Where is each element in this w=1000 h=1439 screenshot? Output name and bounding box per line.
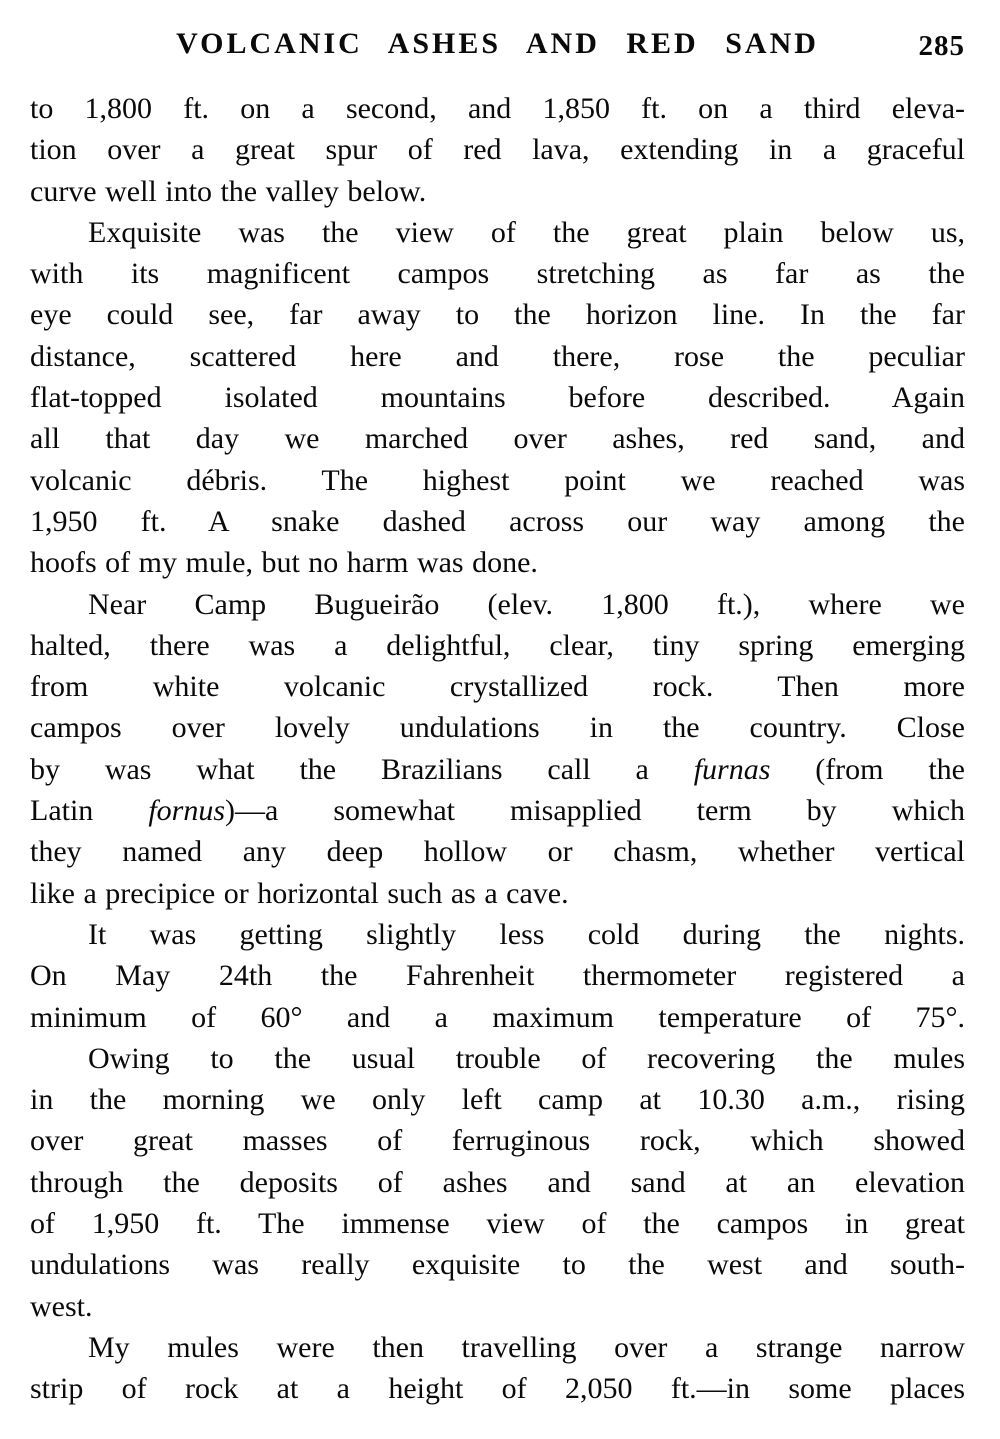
text-line: undulations was really exquisite to the west and south-	[30, 1248, 965, 1282]
text-line: all that day we marched over ashes, red sand, and	[30, 422, 965, 456]
paragraph	[30, 212, 965, 584]
text-line: My mules were then travelling over a strange narrow	[88, 1330, 965, 1364]
page-header	[30, 24, 965, 68]
text-line: west.	[30, 1289, 93, 1323]
text-line: Owing to the usual trouble of recovering the mules	[88, 1041, 965, 1075]
text-line: eye could see, far away to the horizon line. In the far	[30, 298, 965, 332]
text-line: through the deposits of ashes and sand at an elevation	[30, 1165, 965, 1199]
paragraph	[30, 88, 965, 212]
text-line: they named any deep hollow or chasm, whether vertical	[30, 835, 965, 869]
text-block	[30, 88, 965, 1410]
page-title: VOLCANIC ASHES AND RED SAND	[176, 27, 819, 60]
page-number: 285	[918, 30, 965, 62]
text-line: in the morning we only left camp at 10.30 a.m., rising	[30, 1083, 965, 1117]
text-line: over great masses of ferruginous rock, which showed	[30, 1124, 965, 1158]
text-line: tion over a great spur of red lava, extending in a graceful	[30, 133, 965, 167]
text-line: Exquisite was the view of the great plain below us,	[88, 215, 965, 249]
text-line: 1,950 ft. A snake dashed across our way among the	[30, 504, 965, 538]
text-line: curve well into the valley below.	[30, 174, 427, 208]
text-line: Latin fornus)—a somewhat misapplied term by which	[30, 794, 966, 828]
text-line: to 1,800 ft. on a second, and 1,850 ft. on a third eleva-	[30, 92, 965, 125]
text-line: It was getting slightly less cold during the nights.	[88, 917, 965, 951]
text-line: minimum of 60° and a maximum temperature of 75°.	[30, 1000, 965, 1034]
text-line: halted, there was a delightful, clear, tiny spring emerging	[30, 628, 965, 662]
text-line: by was what the Brazilians call a furnas (from the	[30, 752, 965, 786]
paragraph	[30, 914, 965, 1038]
text-line: of 1,950 ft. The immense view of the campos in great	[30, 1207, 965, 1241]
paragraph	[30, 584, 965, 914]
text-line: distance, scattered here and there, rose the peculiar	[30, 339, 965, 373]
text-line: flat-topped isolated mountains before described. Again	[30, 381, 965, 415]
paragraph	[30, 1038, 965, 1327]
text-line: On May 24th the Fahrenheit thermometer registered a	[30, 959, 965, 993]
text-line: with its magnificent campos stretching as far as the	[30, 257, 965, 291]
text-line: like a precipice or horizontal such as a cave.	[30, 876, 569, 910]
text-line: volcanic débris. The highest point we reached was	[30, 463, 965, 497]
text-line: strip of rock at a height of 2,050 ft.—in some places	[30, 1372, 965, 1406]
text-line: Near Camp Bugueirão (elev. 1,800 ft.), where we	[88, 587, 965, 621]
text-line: from white volcanic crystallized rock. Then more	[30, 670, 965, 704]
paragraph	[30, 1327, 965, 1410]
text-line: campos over lovely undulations in the country. Close	[30, 711, 965, 745]
text-line: hoofs of my mule, but no harm was done.	[30, 546, 538, 580]
